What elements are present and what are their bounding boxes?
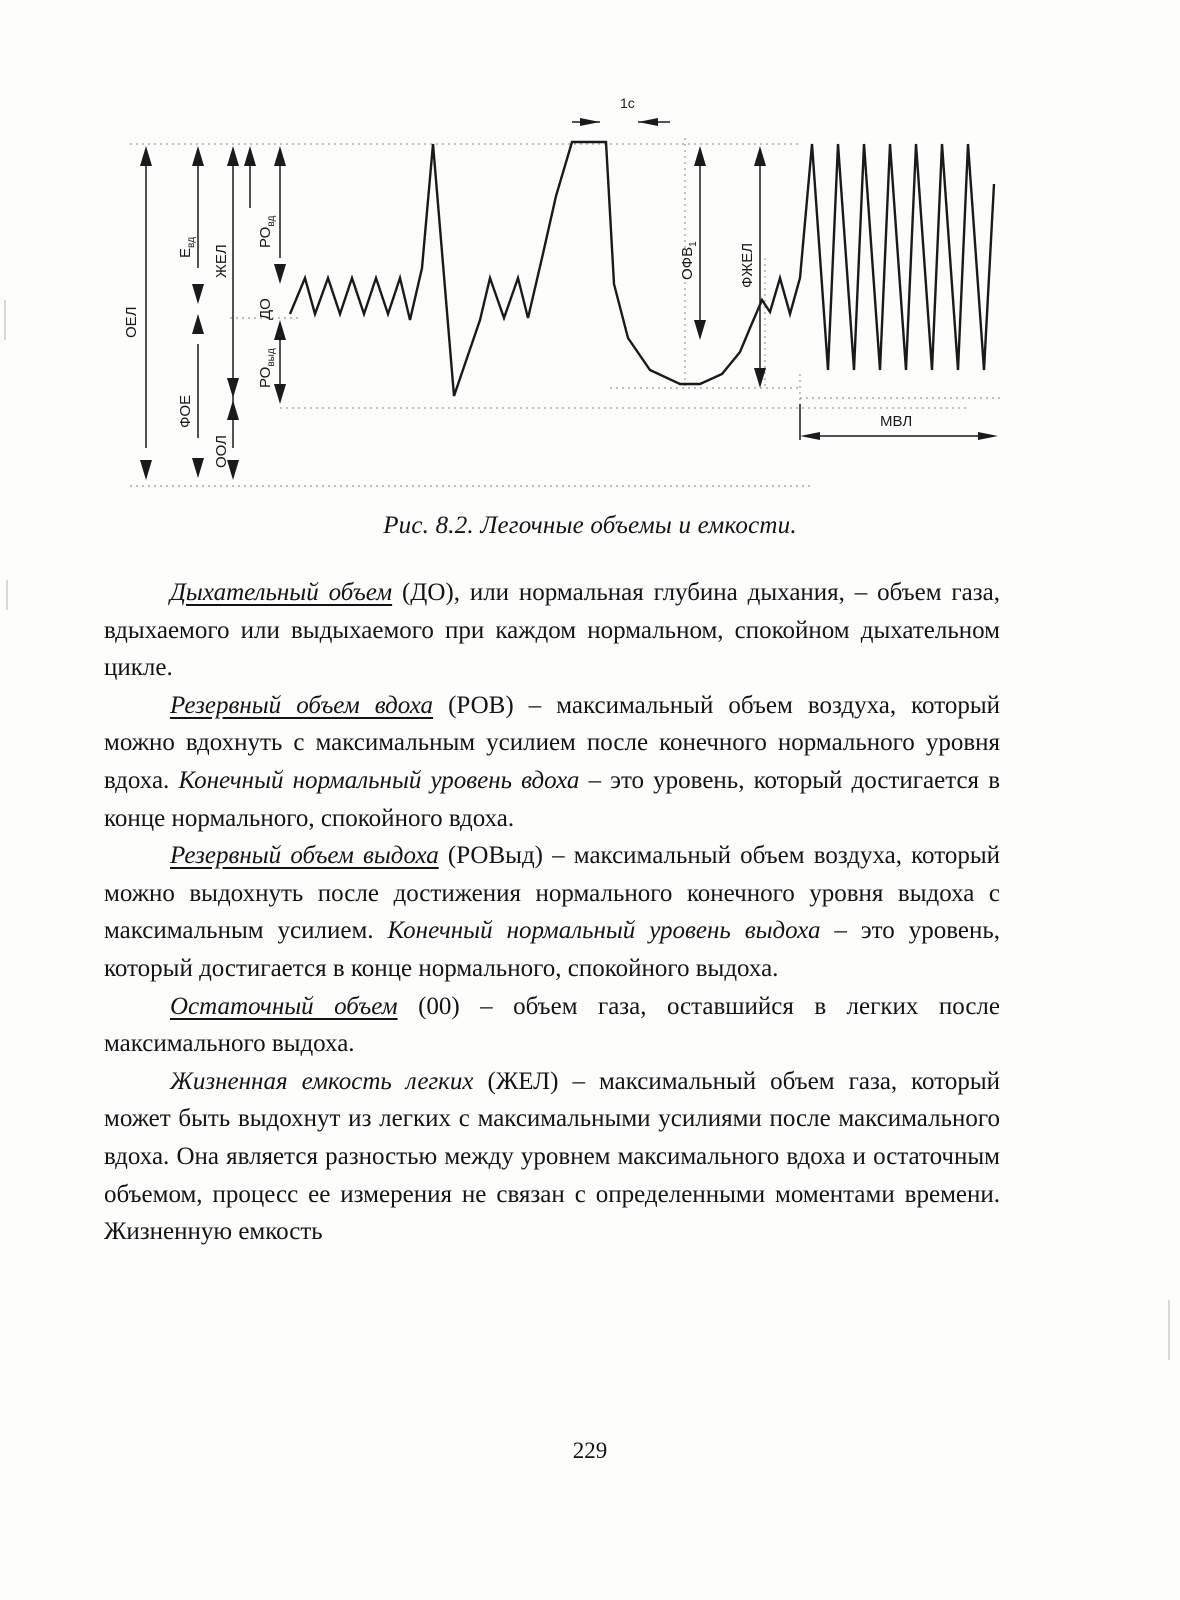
label-ofv: $ОФВ_1$ [679,241,699,280]
term-inspiratory-reserve: Резервный объем вдоха [170,691,434,719]
lung-volumes-figure [110,88,1030,508]
label-oel: ОЕЛ [123,306,140,338]
label-rovyd: $РО_{выд}$ [257,348,277,388]
body-text [104,574,1000,1251]
term-residual-volume: Остаточный объем [170,992,398,1020]
paragraph-do [104,574,1000,687]
scan-edge-mark [4,300,6,340]
figure-caption: Рис. 8.2. Легочные объемы и емкости. [383,512,797,539]
scan-edge-mark [6,580,8,610]
paragraph-text: (РОВ) – максимальный объем воздуха, который можно вдохнуть с максимальным усилием после конечного нормального уровня вдоха. [104,691,1000,794]
term-expiratory-reserve: Резервный объем выдоха [170,842,439,870]
spirogram-diagram [110,88,1030,508]
scan-edge-mark [1168,1300,1170,1360]
paragraph-text: (РОВыд) – максимальный объем воздуха, который можно выдохнуть после достижения нормального конечного уровня выдоха с максимальным усилием. [104,842,1000,945]
term-end-expiratory-level: Конечный нормальный уровень выдоха [387,917,821,945]
label-do: ДО [257,298,274,320]
spirogram-trace [290,142,994,396]
measurement-lines [146,158,800,448]
term-tidal-volume: Дыхательный объем [170,579,393,606]
page-number: 229 [572,1438,608,1463]
paragraph-text: (ДО), или нормальная глубина дыхания, – объем газа, вдыхаемого или выдыхаемого при каждом нормальном, спокойном дыхательном цикле. [104,579,1000,682]
label-zhel: ЖЕЛ [213,244,230,278]
paragraph-text: – это уровень, который достигается в конце нормального, спокойного вдоха. [104,766,1001,832]
term-end-inspiratory-level: Конечный нормальный уровень вдоха [178,766,580,794]
label-rovd: $РО_{вд}$ [257,215,277,248]
label-fzhel: ФЖЕЛ [739,242,756,288]
term-vital-capacity: Жизненная емкость легких [170,1067,474,1095]
paragraph-rovyd [104,837,1000,987]
label-mvl: МВЛ [880,413,913,430]
paragraph-text: (00) – объем газа, оставшийся в легких после максимального выдоха. [104,992,1000,1058]
paragraph-zhel [104,1063,1000,1251]
paragraph-text: – это уровень, который достигается в конце нормального, спокойного выдоха. [104,917,1000,982]
label-foe: ФОЕ [177,394,194,428]
paragraph-text: (ЖЕЛ) – максимальный объем газа, который может быть выдохнут из легких с максимальными усилиями после максимального вдоха. Она является разностью между уровнем максимального вдоха и остаточным объемом, процесс ее измерения не связан с определенными моментами времени. Жизненную емкость [104,1067,1000,1246]
label-evd: $Е_{вд}$ [177,236,197,258]
paragraph-rov [104,687,1000,837]
label-one-second: 1с [620,95,635,111]
label-ool: ООЛ [213,434,230,468]
paragraph-oo [104,988,1000,1063]
